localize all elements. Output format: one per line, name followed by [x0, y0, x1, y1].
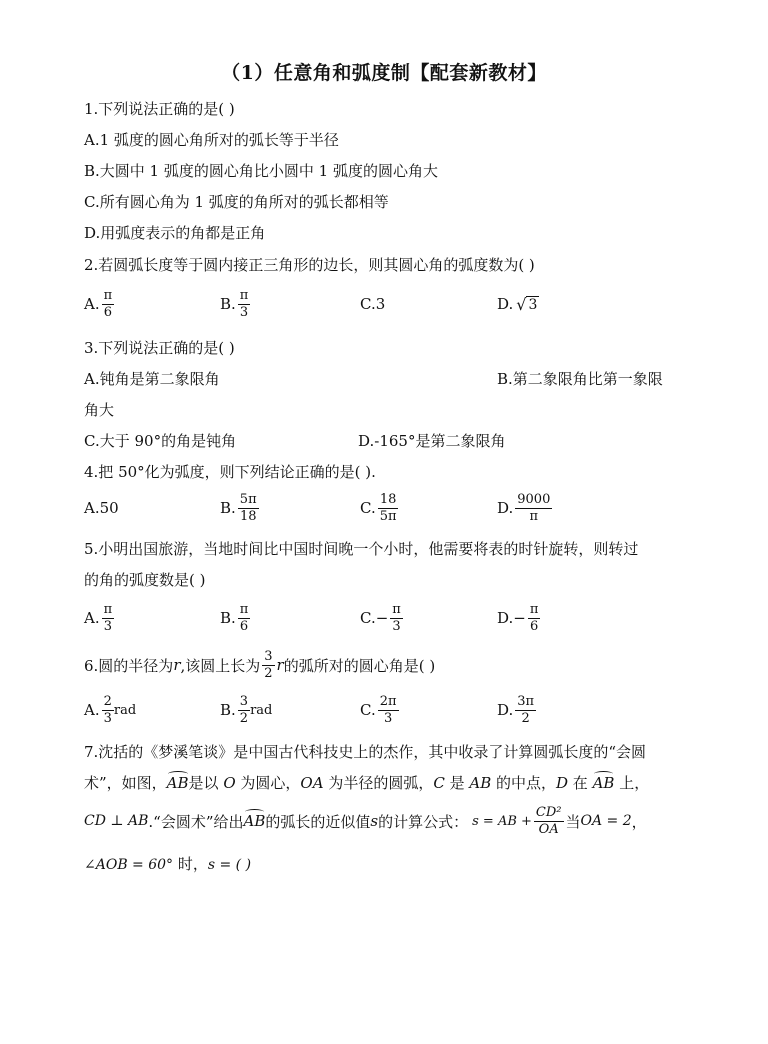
denominator: 6: [529, 618, 539, 634]
q4-option-d: [497, 488, 552, 528]
q3-option-b: B.第二象限角比第一象限: [497, 370, 663, 388]
q6-stem: [84, 645, 435, 685]
stem-text: ,该圆上长为: [180, 656, 261, 675]
stem-text: 是: [444, 774, 470, 792]
numerator: 2: [103, 693, 112, 709]
q3-option-a: A.钝角是第二象限角: [84, 370, 220, 388]
variable-r: r: [276, 656, 284, 674]
q1-option-d: D.用弧度表示的角都是正角: [84, 224, 266, 242]
option-label: B.: [220, 609, 236, 627]
unit-rad: rad: [250, 702, 273, 718]
stem-text: 的中点，: [491, 774, 556, 792]
fraction: [390, 603, 403, 633]
denominator: 2: [239, 710, 249, 726]
numerator: π: [239, 601, 249, 617]
q2-option-a: [84, 284, 114, 324]
fraction: [102, 603, 115, 633]
unit-rad: rad: [113, 702, 137, 718]
numerator: 5π: [239, 491, 257, 507]
denominator: OA: [538, 821, 559, 837]
q1-option-c: C.所有圆心角为 1 弧度的角所对的弧长都相等: [84, 193, 389, 211]
q4-option-b: [220, 488, 259, 528]
q4-stem: 4.把 50°化为弧度，则下列结论正确的是( ).: [84, 463, 376, 481]
stem-text: 的计算公式：: [378, 812, 469, 831]
numerator: CD²: [535, 804, 562, 820]
numerator: π: [529, 601, 539, 617]
q5-options: [84, 598, 704, 638]
q6-option-c: [360, 690, 399, 730]
fraction: [515, 493, 552, 523]
stem-text: 上，: [614, 774, 650, 792]
numerator: 9000: [517, 491, 551, 507]
stem-text: 的弧所对的圆心角是( ): [283, 656, 436, 675]
q5-stem-line1: 5.小明出国旅游，当地时间比中国时间晚一个小时，他需要将表的时针旋转，则转过: [84, 540, 639, 558]
denominator: 5π: [379, 508, 397, 524]
q5-option-a: [84, 598, 114, 638]
numerator: π: [239, 287, 249, 303]
denominator: 6: [103, 304, 113, 320]
formula-fraction: [534, 806, 564, 836]
radical-sign: √: [516, 294, 527, 314]
q6-option-a: [84, 690, 136, 730]
q7-line4: [84, 853, 251, 874]
option-label: C.3: [360, 295, 386, 313]
point-o: O: [223, 774, 236, 792]
option-label: A.50: [84, 499, 119, 517]
q2-stem: 2.若圆弧长度等于圆内接正三角形的边长，则其圆心角的弧度数为( ): [84, 256, 535, 274]
denominator: 3: [239, 304, 249, 320]
q2-option-c: [360, 284, 385, 324]
q6-options: [84, 690, 704, 730]
variable-r: r: [173, 656, 181, 674]
q2-options: [84, 284, 704, 324]
option-label: D.: [497, 499, 514, 517]
denominator: 3: [103, 618, 113, 634]
answer-blank: s = ( ): [207, 857, 252, 873]
q1-stem: 1.下列说法正确的是( ): [84, 100, 235, 118]
angle-condition: ∠AOB = 60°: [84, 857, 174, 873]
denominator: 18: [239, 508, 257, 524]
option-label: B.: [220, 499, 236, 517]
fraction: [102, 695, 114, 725]
point-d: D: [556, 774, 569, 792]
q5-option-d: [497, 598, 540, 638]
option-label: D.: [497, 295, 514, 313]
q2-option-d: [497, 284, 539, 324]
q1-option-b: B.大圆中 1 弧度的圆心角比小圆中 1 弧度的圆心角大: [84, 162, 438, 180]
fraction: [238, 289, 251, 319]
numerator: 18: [379, 491, 397, 507]
fraction: [102, 289, 115, 319]
q5-option-c: [360, 598, 403, 638]
stem-text: 为圆心，: [235, 774, 301, 792]
numerator: π: [392, 601, 401, 617]
fraction: [378, 695, 399, 725]
q3-option-d: D.-165°是第二象限角: [358, 432, 506, 450]
stem-text: 是以: [188, 774, 224, 792]
denominator: π: [529, 508, 539, 524]
option-label: B.: [220, 701, 236, 719]
denominator: 3: [383, 710, 393, 726]
fraction: [515, 695, 536, 725]
fraction: [528, 603, 541, 633]
page-title: （1）任意角和弧度制【配套新教材】: [221, 62, 547, 84]
option-label: D.: [497, 701, 514, 719]
q4-option-a: [84, 488, 119, 528]
stem-text: 在: [568, 774, 593, 792]
numerator: 3: [239, 693, 249, 709]
formula-expression: s = AB +: [472, 813, 532, 829]
q5-option-b: [220, 598, 250, 638]
condition-oa: OA = 2: [580, 813, 632, 829]
option-label: C.: [360, 701, 376, 719]
numerator: π: [103, 601, 113, 617]
denominator: 6: [239, 618, 249, 634]
minus-sign: −: [375, 609, 389, 627]
fraction: [378, 493, 399, 523]
numerator: 3: [264, 648, 273, 664]
q7-line1: 7.沈括的《梦溪笔谈》是中国古代科技史上的杰作，其中收录了计算圆弧长度的“会圆: [84, 743, 646, 761]
q3-option-b-continued: 角大: [84, 401, 115, 419]
stem-text: 6.圆的半径为: [84, 656, 174, 675]
option-label: B.: [220, 295, 236, 313]
option-label: A.: [84, 701, 100, 719]
option-label: C.: [360, 609, 376, 627]
denominator: 2: [264, 665, 273, 681]
q1-option-a: A.1 弧度的圆心角所对的弧长等于半径: [84, 131, 339, 149]
stem-text: 为半径的圆弧，: [323, 774, 434, 792]
stem-text: ，: [631, 812, 647, 831]
minus-sign: −: [513, 609, 526, 627]
variable-s: s: [370, 812, 379, 830]
q3-option-c: C.大于 90°的角是钝角: [84, 432, 237, 450]
option-label: A.: [84, 295, 100, 313]
q7-line2: [84, 772, 649, 793]
fraction: [238, 695, 250, 725]
q4-option-c: [360, 488, 399, 528]
fraction: [262, 650, 274, 680]
perpendicular-expression: CD ⊥ AB: [84, 813, 149, 829]
denominator: 3: [392, 618, 401, 634]
q3-stem: 3.下列说法正确的是( ): [84, 339, 235, 357]
arc-ab: AB: [592, 774, 615, 792]
arc-ab: AB: [166, 774, 189, 792]
option-label: A.: [84, 609, 100, 627]
q2-option-b: [220, 284, 250, 324]
square-root: [516, 295, 539, 314]
stem-text: 当: [565, 812, 581, 831]
stem-text: 的弧长的近似值: [265, 812, 371, 831]
option-label: C.: [360, 499, 376, 517]
segment-oa: OA: [300, 774, 324, 792]
stem-text: 时，: [173, 855, 208, 873]
option-label: D.: [497, 609, 514, 627]
radicand: 3: [528, 296, 538, 313]
denominator: 2: [521, 710, 530, 726]
q4-options: [84, 488, 704, 528]
stem-text: 术”，如图，: [84, 774, 167, 792]
q6-option-b: [220, 690, 272, 730]
point-c: C: [433, 774, 445, 792]
q7-line3: [84, 800, 647, 842]
q6-option-d: [497, 690, 536, 730]
numerator: π: [103, 287, 113, 303]
stem-text: .“会圆术”给出: [148, 812, 244, 831]
arc-ab: AB: [243, 812, 266, 830]
fraction: [238, 603, 251, 633]
segment-ab: AB: [469, 774, 492, 792]
q5-stem-line2: 的角的弧度数是( ): [84, 571, 206, 589]
denominator: 3: [103, 710, 112, 726]
fraction: [238, 493, 259, 523]
numerator: 3π: [517, 693, 535, 709]
numerator: 2π: [379, 693, 397, 709]
